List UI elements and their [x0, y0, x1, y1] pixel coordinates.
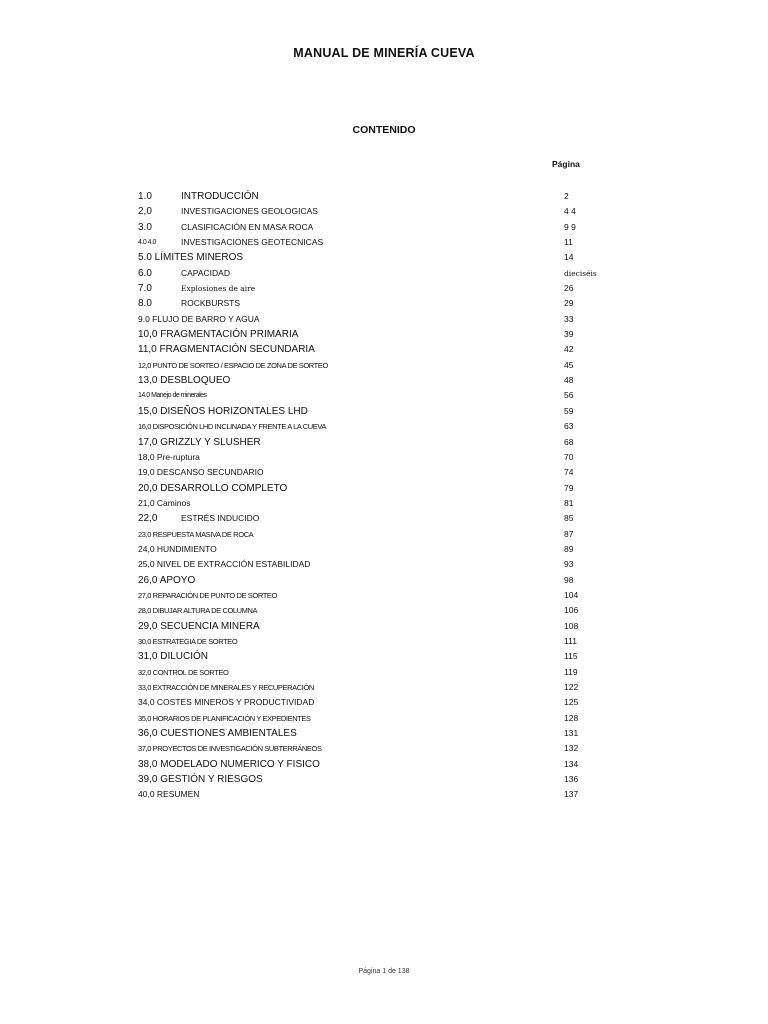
toc-entry-label: CAPACIDAD: [181, 267, 230, 278]
toc-entry: [138, 511, 598, 526]
toc-entry: [138, 542, 598, 557]
toc-entry-page: 70: [564, 451, 574, 462]
toc-entry-page: 85: [564, 513, 574, 524]
toc-entry-label: 32,0 CONTROL DE SORTEO: [138, 667, 229, 677]
toc-entry-page: 79: [564, 482, 574, 493]
toc-entry-label: Explosiones de aire: [181, 284, 256, 294]
toc-entry-label: 19,0 DESCANSO SECUNDARIO: [138, 467, 264, 478]
toc-entry: [138, 741, 598, 756]
toc-entry: [138, 342, 598, 357]
page-column-header: Página: [552, 159, 580, 169]
toc-entry-label: ESTRÉS INDUCIDO: [181, 513, 260, 524]
toc-entry: [138, 496, 598, 511]
toc-entry-page: 111: [564, 635, 577, 646]
toc-entry-label: 5.0 LÍMITES MINEROS: [138, 252, 244, 264]
toc-entry-page: 98: [564, 574, 574, 585]
toc-entry-page: 48: [564, 375, 574, 386]
toc-entry-page: 119: [564, 666, 578, 677]
toc-entry-label: 37,0 PROYECTOS DE INVESTIGACIÓN SUBTERRÁNEOS: [138, 744, 322, 754]
toc-entry-number: 8.0: [138, 298, 152, 310]
toc-entry-label: 26,0 APOYO: [138, 574, 196, 586]
toc-entry-label: 28,0 DIBUJAR ALTURA DE COLUMNA: [138, 606, 258, 616]
toc-entry-label: 36,0 CUESTIONES AMBIENTALES: [138, 728, 297, 740]
toc-entry: [138, 189, 598, 204]
toc-entry: [138, 404, 598, 419]
toc-entry: [138, 419, 598, 434]
toc-entry-page: 68: [564, 436, 574, 447]
toc-entry: [138, 680, 598, 695]
toc-entry-page: 137: [564, 789, 579, 800]
toc-entry-label: 35,0 HORARIOS DE PLANIFICACIÓN Y EXPEDIENTES: [138, 713, 311, 723]
toc-entry: [138, 772, 598, 787]
toc-entry-label: 21,0 Caminos: [138, 497, 191, 508]
toc-entry-label: 30,0 ESTRATEGIA DE SORTEO: [138, 636, 238, 646]
toc-entry: [138, 787, 598, 802]
toc-entry-page: 9 9: [564, 221, 576, 232]
toc-entry-page: 106: [564, 605, 579, 616]
toc-entry-page: 59: [564, 405, 574, 416]
toc-entry-label: 14.0 Manejo de minerales: [138, 392, 207, 400]
toc-entry-label: 33,0 EXTRACCIÓN DE MINERALES Y RECUPERACIÓN: [138, 683, 314, 692]
toc-entry: [138, 711, 598, 726]
toc-entry-label: INTRODUCCIÓN: [181, 191, 259, 202]
toc-entry-label: 23,0 RESPUESTA MASIVA DE ROCA: [138, 529, 254, 539]
toc-entry: [138, 557, 598, 572]
toc-entry: [138, 250, 598, 265]
toc-entry: [138, 573, 598, 588]
toc-entry-page: 104: [564, 589, 579, 600]
toc-entry: [138, 358, 598, 373]
toc-entry-page: dieciséis: [564, 268, 597, 278]
toc-entry: [138, 388, 598, 403]
toc-entry-label: 13,0 DESBLOQUEO: [138, 375, 231, 387]
toc-entry-page: 108: [564, 620, 579, 631]
toc-entry: [138, 312, 598, 327]
toc-entry-label: ROCKBURSTS: [181, 298, 241, 309]
document-title: MANUAL DE MINERÍA CUEVA: [293, 46, 475, 60]
toc-entry-page: 128: [564, 712, 579, 723]
toc-entry-page: 26: [564, 283, 574, 294]
toc-entry-page: 136: [564, 774, 579, 785]
toc-entry-page: 39: [564, 329, 574, 340]
toc-entry-page: 33: [564, 313, 574, 324]
toc-entry-label: CLASIFICACIÓN EN MASA ROCA: [181, 221, 314, 232]
toc-entry-number: 7.0: [138, 283, 152, 295]
toc-entry-page: 132: [564, 743, 579, 754]
toc-entry-page: 14: [564, 252, 574, 263]
toc-entry: [138, 481, 598, 496]
toc-entry-label: 39,0 GESTIÓN Y RIESGOS: [138, 774, 263, 786]
toc-entry: [138, 450, 598, 465]
toc-entry: [138, 435, 598, 450]
toc-entry: [138, 757, 598, 772]
toc-entry-label: 10,0 FRAGMENTACIÓN PRIMARIA: [138, 329, 299, 341]
toc-entry-label: 18,0 Pre-ruptura: [138, 451, 200, 462]
toc-entry-page: 125: [564, 697, 579, 708]
toc-entry-label: 17,0 GRIZZLY Y SLUSHER: [138, 436, 261, 448]
toc-entry-label: 9.0 FLUJO DE BARRO Y AGUA: [138, 313, 260, 324]
toc-entry-page: 131: [564, 728, 579, 739]
toc-entry: [138, 465, 598, 480]
toc-entry: [138, 220, 598, 235]
toc-entry: [138, 527, 598, 542]
toc-entry-label: INVESTIGACIONES GEOLOGICAS: [181, 206, 318, 217]
toc-entry: [138, 373, 598, 388]
toc-entry: [138, 235, 598, 250]
toc-entry: [138, 726, 598, 741]
toc-entry-page: 56: [564, 390, 574, 401]
toc-entry: [138, 619, 598, 634]
toc-entry: [138, 204, 598, 219]
toc-entry-label: 20,0 DESARROLLO COMPLETO: [138, 482, 288, 494]
toc-entry-label: 15,0 DISEÑOS HORIZONTALES LHD: [138, 405, 308, 417]
toc-entry: [138, 588, 598, 603]
page-footer: Página 1 de 138: [358, 968, 410, 975]
toc-entry-page: 134: [564, 758, 579, 769]
toc-entry-page: 45: [564, 359, 574, 370]
toc-entry-number: 1.0: [138, 191, 152, 202]
toc-entry-page: 4 4: [564, 206, 576, 217]
toc-entry: [138, 649, 598, 664]
toc-entry-label: 40,0 RESUMEN: [138, 789, 200, 800]
toc-entry-label: 31,0 DILUCIÓN: [138, 651, 209, 663]
toc-entry-number: 22,0: [138, 513, 158, 525]
toc-entry-page: 93: [564, 559, 574, 570]
toc-entry-page: 81: [564, 497, 574, 508]
toc-entry: [138, 695, 598, 710]
toc-entry-page: 42: [564, 344, 574, 355]
toc-entry-number: 3.0: [138, 221, 152, 233]
toc-entry-page: 87: [564, 528, 574, 539]
toc-entry-page: 11: [564, 237, 573, 248]
toc-entry: [138, 603, 598, 618]
toc-entry-label: INVESTIGACIONES GEOTECNICAS: [181, 237, 324, 248]
toc-entry-page: 2: [564, 191, 569, 201]
toc-entry-label: 16,0 DISPOSICIÓN LHD INCLINADA Y FRENTE A LA CUEVA: [138, 422, 326, 432]
contents-heading: CONTENIDO: [352, 124, 416, 136]
toc-entry-page: 63: [564, 421, 574, 432]
toc-entry-label: 38,0 MODELADO NUMERICO Y FISICO: [138, 758, 320, 770]
toc-entry-page: 29: [564, 298, 574, 309]
toc-entry-number: 6.0: [138, 267, 152, 279]
toc-entry-label: 12,0 PUNTO DE SORTEO / ESPACIO DE ZONA DE SORTEO: [138, 360, 328, 370]
toc-entry-number: 4.0 4.0: [138, 239, 156, 247]
toc-entry: [138, 296, 598, 311]
toc-entry-page: 74: [564, 467, 574, 478]
toc-entry: [138, 281, 598, 296]
toc-entry-label: 27,0 REPARACIÓN DE PUNTO DE SORTEO: [138, 590, 277, 600]
toc-entry-label: 25,0 NIVEL DE EXTRACCIÓN ESTABILIDAD: [138, 559, 311, 570]
toc-entry: [138, 327, 598, 342]
toc-entry-page: 115: [564, 651, 578, 662]
toc-entry-label: 29,0 SECUENCIA MINERA: [138, 620, 260, 632]
toc-entry-number: 2,0: [138, 206, 152, 218]
toc-entry-page: 122: [564, 682, 579, 692]
toc-entry-page: 89: [564, 543, 574, 554]
toc-entry-label: 24,0 HUNDIMIENTO: [138, 543, 217, 554]
table-of-contents: [138, 189, 598, 803]
toc-entry-label: 34,0 COSTES MINEROS Y PRODUCTIVIDAD: [138, 697, 315, 708]
toc-entry-label: 11,0 FRAGMENTACIÓN SECUNDARIA: [138, 344, 315, 356]
toc-entry: [138, 665, 598, 680]
toc-entry: [138, 266, 598, 281]
toc-entry: [138, 634, 598, 649]
